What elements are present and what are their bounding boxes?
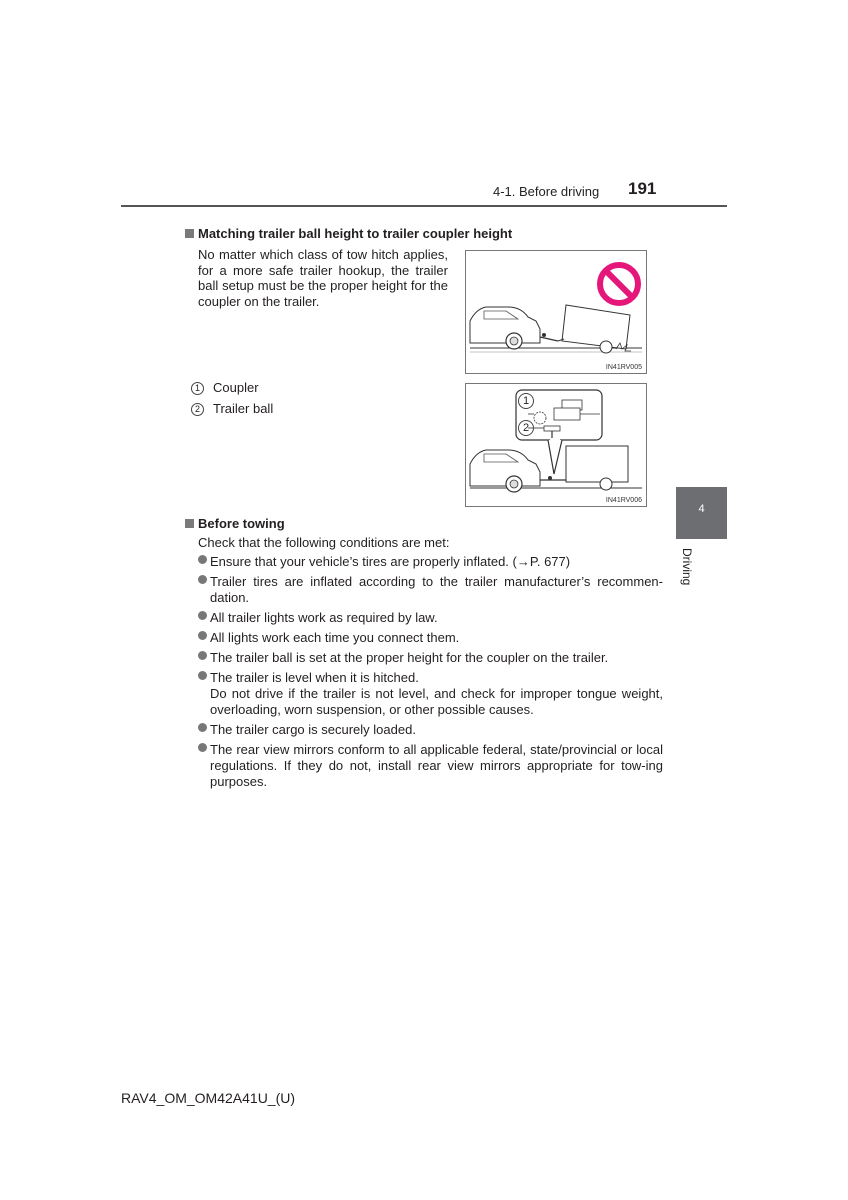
list-item-text: The rear view mirrors conform to all applicable federal, state/provincial or local regulations. If they do not, install rear view mirrors appropriate for tow-ing purposes. (210, 742, 663, 789)
bullet-icon (198, 723, 207, 732)
section-square-icon (185, 519, 194, 528)
figure-callout-2: 2 (518, 420, 534, 436)
figure-incorrect-hitch (465, 250, 647, 374)
label-trailer-ball (191, 401, 273, 416)
section-square-icon (185, 229, 194, 238)
before-towing-list (198, 554, 663, 794)
list-item (198, 670, 663, 718)
section-title-matching (185, 226, 512, 241)
section-title-before-towing (185, 516, 285, 531)
list-item-subtext: Do not drive if the trailer is not level, and check for improper tongue weight, overloading, worn suspension, or other possible causes. (210, 686, 663, 717)
section-title-text: Matching trailer ball height to trailer coupler height (198, 226, 513, 241)
list-item (198, 650, 663, 666)
list-item (198, 554, 663, 570)
list-item-text: The trailer ball is set at the proper height for the coupler on the trailer. (210, 650, 609, 665)
bullet-icon (198, 671, 207, 680)
list-item-text: The trailer is level when it is hitched. (210, 670, 419, 685)
chapter-tab (676, 487, 727, 539)
figure-correct-hitch-art (466, 384, 646, 506)
matching-paragraph: No matter which class of tow hitch applies, for a more safe trailer hookup, the trailer ball setup must be the proper height for the coupler on the trailer. (198, 247, 448, 309)
callout-number: 1 (191, 382, 204, 395)
figure-code-2: IN41RV006 (605, 497, 642, 504)
page-number: 191 (628, 179, 657, 198)
callout-number: 2 (191, 403, 204, 416)
list-item-text: The trailer cargo is securely loaded. (210, 722, 416, 737)
section-title-text: Before towing (198, 516, 285, 531)
label-coupler (191, 380, 259, 395)
list-item-text: All lights work each time you connect them. (210, 630, 460, 645)
bullet-icon (198, 743, 207, 752)
label-text: Coupler (213, 380, 259, 395)
list-item (198, 742, 663, 790)
list-item (198, 574, 663, 606)
list-item-text: All trailer lights work as required by law. (210, 610, 438, 625)
chapter-label: Driving (680, 548, 694, 586)
figure-correct-hitch (465, 383, 647, 507)
footer-doc-id: RAV4_OM_OM42A41U_(U) (121, 1090, 296, 1106)
label-text: Trailer ball (213, 401, 274, 416)
list-item-text: Ensure that your vehicle’s tires are properly inflated. (→P. 677) (210, 554, 571, 569)
header-section-title: 4-1. Before driving (493, 184, 600, 199)
list-item (198, 630, 663, 646)
header-rule (121, 205, 727, 207)
before-towing-intro: Check that the following conditions are met: (198, 535, 450, 550)
bullet-icon (198, 631, 207, 640)
bullet-icon (198, 611, 207, 620)
list-item (198, 610, 663, 626)
figure-callout-1: 1 (518, 393, 534, 409)
list-item (198, 722, 663, 738)
bullet-icon (198, 575, 207, 584)
list-item-text: Trailer tires are inflated according to the trailer manufacturer’s recommen-dation. (210, 574, 663, 605)
prohibition-icon (596, 261, 642, 307)
chapter-number: 4 (698, 503, 705, 515)
bullet-icon (198, 555, 207, 564)
figure-code-1: IN41RV005 (605, 364, 642, 371)
bullet-icon (198, 651, 207, 660)
